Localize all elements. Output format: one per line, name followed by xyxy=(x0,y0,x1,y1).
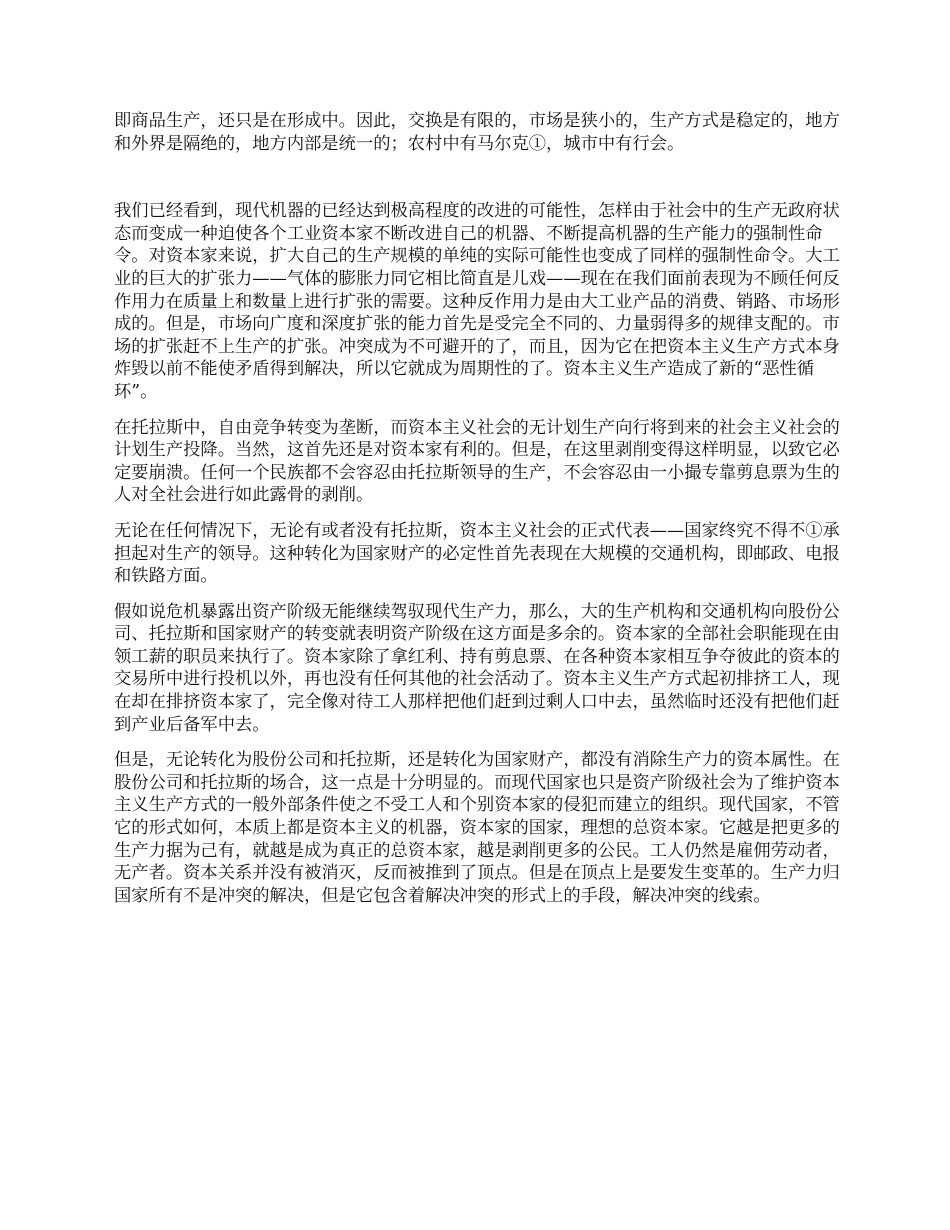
paragraph-2: 我们已经看到，现代机器的已经达到极高程度的改进的可能性，怎样由于社会中的生产无政府状态而变成一种迫使各个工业资本家不断改进自己的机器、不断提高机器的生产能力的强制性命令。对资本家来说，扩大自己的生产规模的单纯的实际可能性也变成了同样的强制性命令。大工业的巨大的扩张力——气体的膨胀力同它相比简直是儿戏——现在在我们面前表现为不顾任何反作用力在质量上和数量上进行扩张的需要。这种反作用力是由大工业产品的消费、销路、市场形成的。但是，市场向广度和深度扩张的能力首先是受完全不同的、力量弱得多的规律支配的。市场的扩张赶不上生产的扩张。冲突成为不可避开的了，而且，因为它在把资本主义生产方式本身炸毁以前不能使矛盾得到解决，所以它就成为周期性的了。资本主义生产造成了新的“恶性循环”。 xyxy=(114,201,840,402)
paragraph-1: 即商品生产，还只是在形成中。因此，交换是有限的，市场是狭小的，生产方式是稳定的，地方和外界是隔绝的，地方内部是统一的；农村中有马尔克①，城市中有行会。 xyxy=(114,111,840,154)
paragraph-4: 无论在任何情况下，无论有或者没有托拉斯，资本主义社会的正式代表——国家终究不得不①承担起对生产的领导。这种转化为国家财产的必定性首先表现在大规模的交通机构，即邮政、电报和铁路方面。 xyxy=(114,520,840,587)
paragraph-5: 假如说危机暴露出资产阶级无能继续驾驭现代生产力，那么，大的生产机构和交通机构向股份公司、托拉斯和国家财产的转变就表明资产阶级在这方面是多余的。资本家的全部社会职能现在由领工薪的职员来执行了。资本家除了拿红利、持有剪息票、在各种资本家相互争夺彼此的资本的交易所中进行投机以外，再也没有任何其他的社会活动了。资本主义生产方式起初排挤工人，现在却在排挤资本家了，完全像对待工人那样把他们赶到过剩人口中去，虽然临时还没有把他们赶到产业后备军中去。 xyxy=(114,601,840,735)
paragraph-6: 但是，无论转化为股份公司和托拉斯，还是转化为国家财产，都没有消除生产力的资本属性。在股份公司和托拉斯的场合，这一点是十分明显的。而现代国家也只是资产阶级社会为了维护资本主义生产方式的一般外部条件使之不受工人和个别资本家的侵犯而建立的组织。现代国家，不管它的形式如何，本质上都是资本主义的机器，资本家的国家，理想的总资本家。它越是把更多的生产力据为己有，就越是成为真正的总资本家，越是剥削更多的公民。工人仍然是雇佣劳动者，无产者。资本关系并没有被消灭，反而被推到了顶点。但是在顶点上是要发生变革的。生产力归国家所有不是冲突的解决，但是它包含着解决冲突的形式上的手段，解决冲突的线索。 xyxy=(114,750,840,906)
paragraph-3: 在托拉斯中，自由竞争转变为垄断，而资本主义社会的无计划生产向行将到来的社会主义社会的计划生产投降。当然，这首先还是对资本家有利的。但是，在这里剥削变得这样明显，以致它必定要崩溃。任何一个民族都不会容忍由托拉斯领导的生产，不会容忍由一小撮专靠剪息票为生的人对全社会进行如此露骨的剥削。 xyxy=(114,417,840,506)
document-page xyxy=(114,110,842,920)
